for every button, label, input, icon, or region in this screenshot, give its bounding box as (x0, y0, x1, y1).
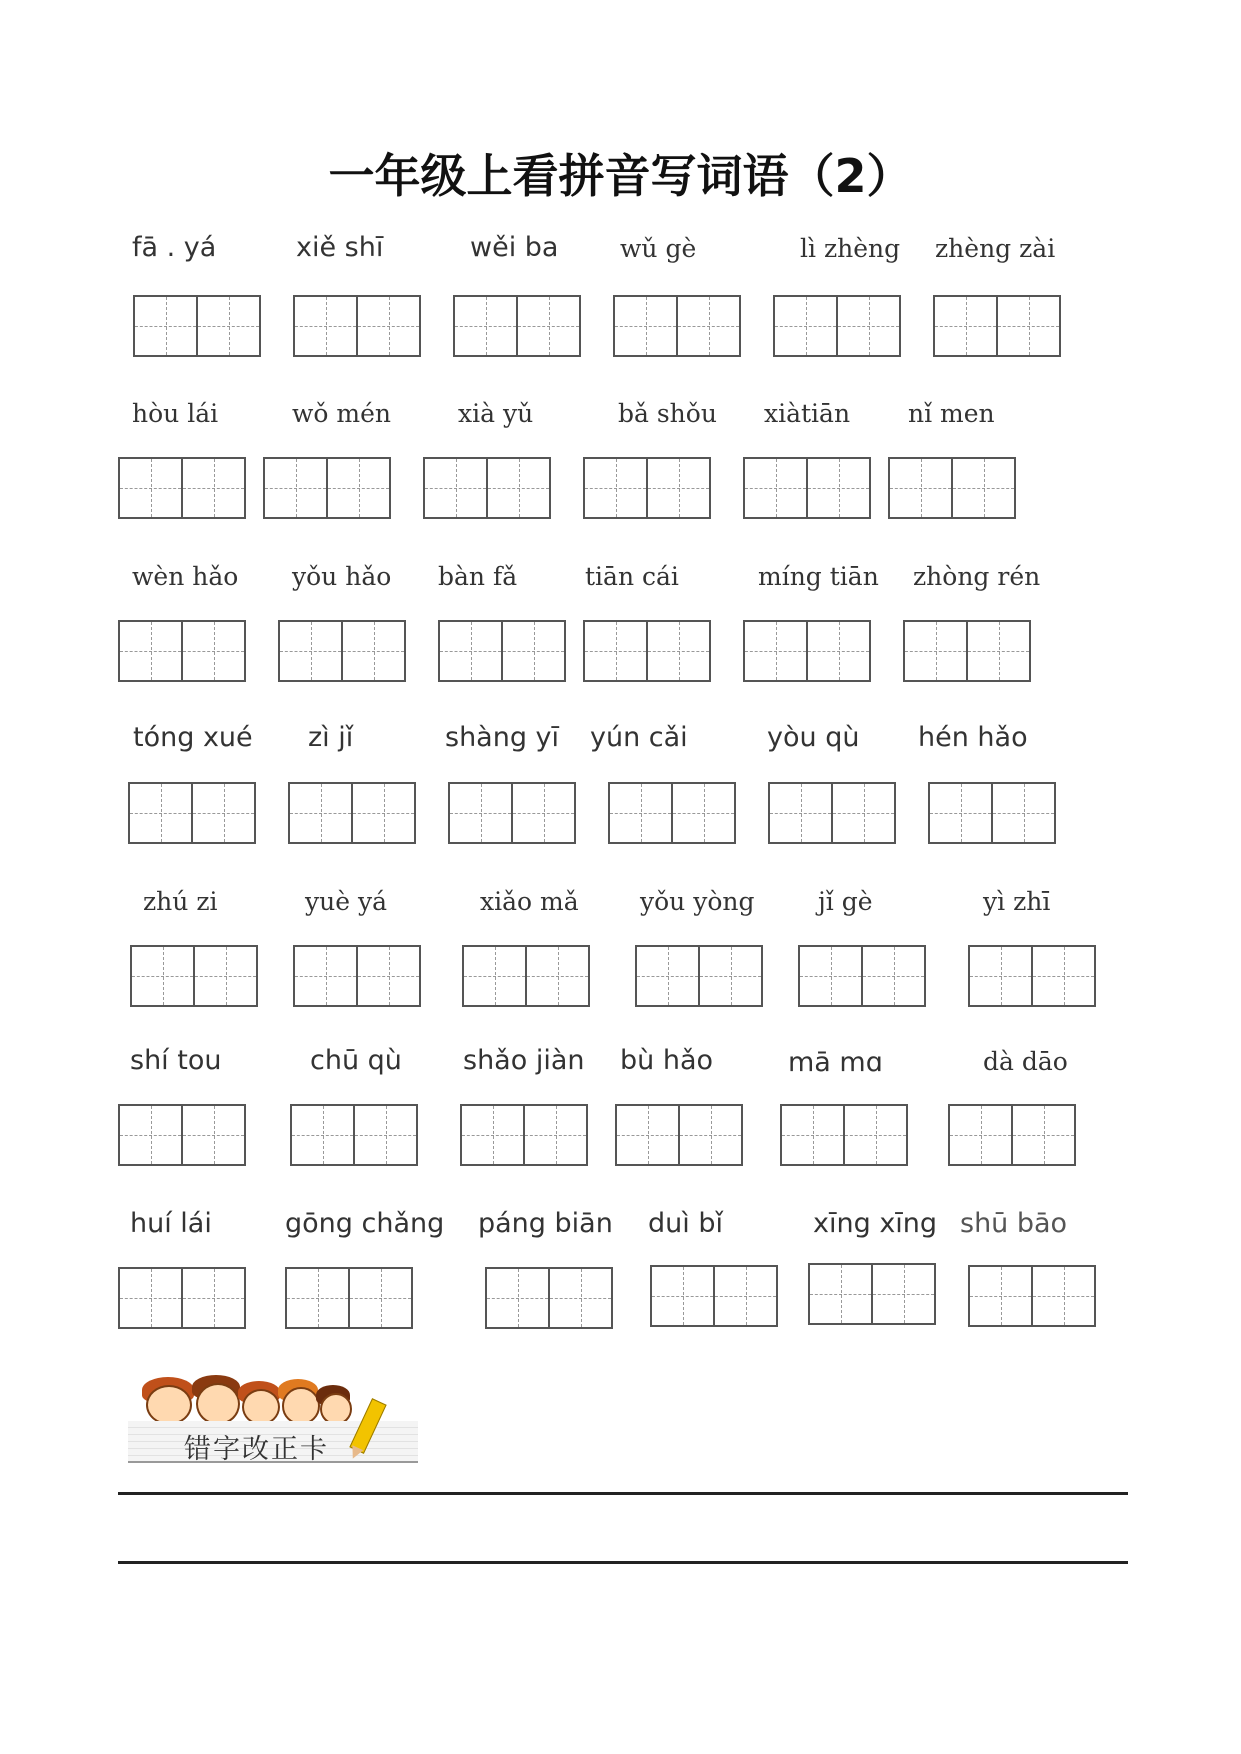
pinyin-label: shǎo jiàn (463, 1045, 585, 1076)
pinyin-label: zì jǐ (308, 722, 354, 753)
writing-grid[interactable] (613, 295, 741, 357)
pinyin-label: zhú zi (143, 887, 218, 916)
writing-grid[interactable] (438, 620, 566, 682)
pinyin-label: duì bǐ (648, 1208, 723, 1239)
answer-line[interactable] (118, 1561, 1128, 1564)
writing-grid[interactable] (968, 1265, 1096, 1327)
pinyin-label: bǎ shǒu (618, 399, 717, 428)
writing-grid[interactable] (933, 295, 1061, 357)
writing-grid[interactable] (448, 782, 576, 844)
writing-grid[interactable] (583, 620, 711, 682)
writing-grid[interactable] (293, 945, 421, 1007)
writing-grid[interactable] (462, 945, 590, 1007)
pinyin-label: chū qù (310, 1045, 402, 1076)
card-title: 错字改正卡 (184, 1434, 329, 1465)
writing-grid[interactable] (118, 620, 246, 682)
writing-grid[interactable] (118, 457, 246, 519)
writing-grid[interactable] (485, 1267, 613, 1329)
writing-grid[interactable] (903, 620, 1031, 682)
pinyin-label: yuè yá (305, 887, 387, 916)
writing-grid[interactable] (928, 782, 1056, 844)
pinyin-label: fā . yá (132, 232, 217, 263)
writing-grid[interactable] (808, 1263, 936, 1325)
pinyin-label: míng tiān (758, 562, 879, 591)
writing-grid[interactable] (285, 1267, 413, 1329)
pinyin-label: wǒ mén (292, 399, 391, 428)
pinyin-label: huí lái (130, 1208, 212, 1239)
writing-grid[interactable] (118, 1267, 246, 1329)
page-title: 一年级上看拼音写词语（2） (328, 149, 913, 203)
writing-grid[interactable] (288, 782, 416, 844)
children-illustration (134, 1375, 374, 1421)
pinyin-label: hòu lái (132, 399, 219, 428)
writing-grid[interactable] (293, 295, 421, 357)
writing-grid[interactable] (583, 457, 711, 519)
writing-grid[interactable] (423, 457, 551, 519)
pinyin-label: mā mɑ (788, 1047, 883, 1078)
pinyin-label: gōng chǎng (285, 1208, 445, 1239)
writing-grid[interactable] (453, 295, 581, 357)
pinyin-label: xiě shī (296, 232, 384, 263)
pinyin-label: tóng xué (133, 722, 253, 753)
writing-grid[interactable] (278, 620, 406, 682)
writing-grid[interactable] (773, 295, 901, 357)
pinyin-label: jǐ gè (818, 887, 873, 916)
pinyin-label: xīng xīng (813, 1208, 938, 1239)
pinyin-label: yòu qù (767, 722, 860, 753)
pinyin-label: shū bāo (960, 1208, 1068, 1239)
writing-grid[interactable] (608, 782, 736, 844)
pinyin-label: páng biān (478, 1208, 613, 1239)
writing-grid[interactable] (780, 1104, 908, 1166)
writing-grid[interactable] (798, 945, 926, 1007)
writing-grid[interactable] (888, 457, 1016, 519)
pinyin-label: shàng yī (445, 722, 560, 753)
writing-grid[interactable] (290, 1104, 418, 1166)
writing-grid[interactable] (118, 1104, 246, 1166)
pinyin-label: wěi ba (470, 232, 559, 263)
pinyin-label: yì zhī (983, 887, 1051, 916)
writing-grid[interactable] (650, 1265, 778, 1327)
writing-grid[interactable] (615, 1104, 743, 1166)
pinyin-label: zhèng zài (935, 234, 1056, 263)
writing-grid[interactable] (768, 782, 896, 844)
pinyin-label: lì zhèng (800, 234, 901, 263)
writing-grid[interactable] (743, 457, 871, 519)
pinyin-label: hén hǎo (918, 722, 1028, 753)
pinyin-label: dà dāo (983, 1047, 1068, 1076)
writing-grid[interactable] (743, 620, 871, 682)
pinyin-label: yǒu hǎo (292, 562, 392, 591)
answer-line[interactable] (118, 1492, 1128, 1495)
writing-grid[interactable] (130, 945, 258, 1007)
pinyin-label: xiàtiān (764, 399, 851, 428)
pinyin-label: yún cǎi (590, 722, 688, 753)
pinyin-label: shí tou (130, 1045, 222, 1076)
writing-grid[interactable] (128, 782, 256, 844)
pinyin-label: yǒu yòng (640, 887, 755, 916)
writing-grid[interactable] (460, 1104, 588, 1166)
pinyin-label: wèn hǎo (132, 562, 239, 591)
correction-card (128, 1375, 418, 1465)
writing-grid[interactable] (263, 457, 391, 519)
pinyin-label: nǐ men (908, 399, 995, 428)
pinyin-label: bù hǎo (620, 1045, 714, 1076)
writing-grid[interactable] (968, 945, 1096, 1007)
writing-grid[interactable] (133, 295, 261, 357)
pinyin-label: wǔ gè (620, 234, 697, 263)
pinyin-label: xià yǔ (458, 399, 534, 428)
pinyin-label: xiǎo mǎ (480, 887, 579, 916)
writing-grid[interactable] (948, 1104, 1076, 1166)
writing-grid[interactable] (635, 945, 763, 1007)
pinyin-label: zhòng rén (913, 562, 1041, 591)
pinyin-label: bàn fǎ (438, 562, 518, 591)
pinyin-label: tiān cái (585, 562, 679, 591)
